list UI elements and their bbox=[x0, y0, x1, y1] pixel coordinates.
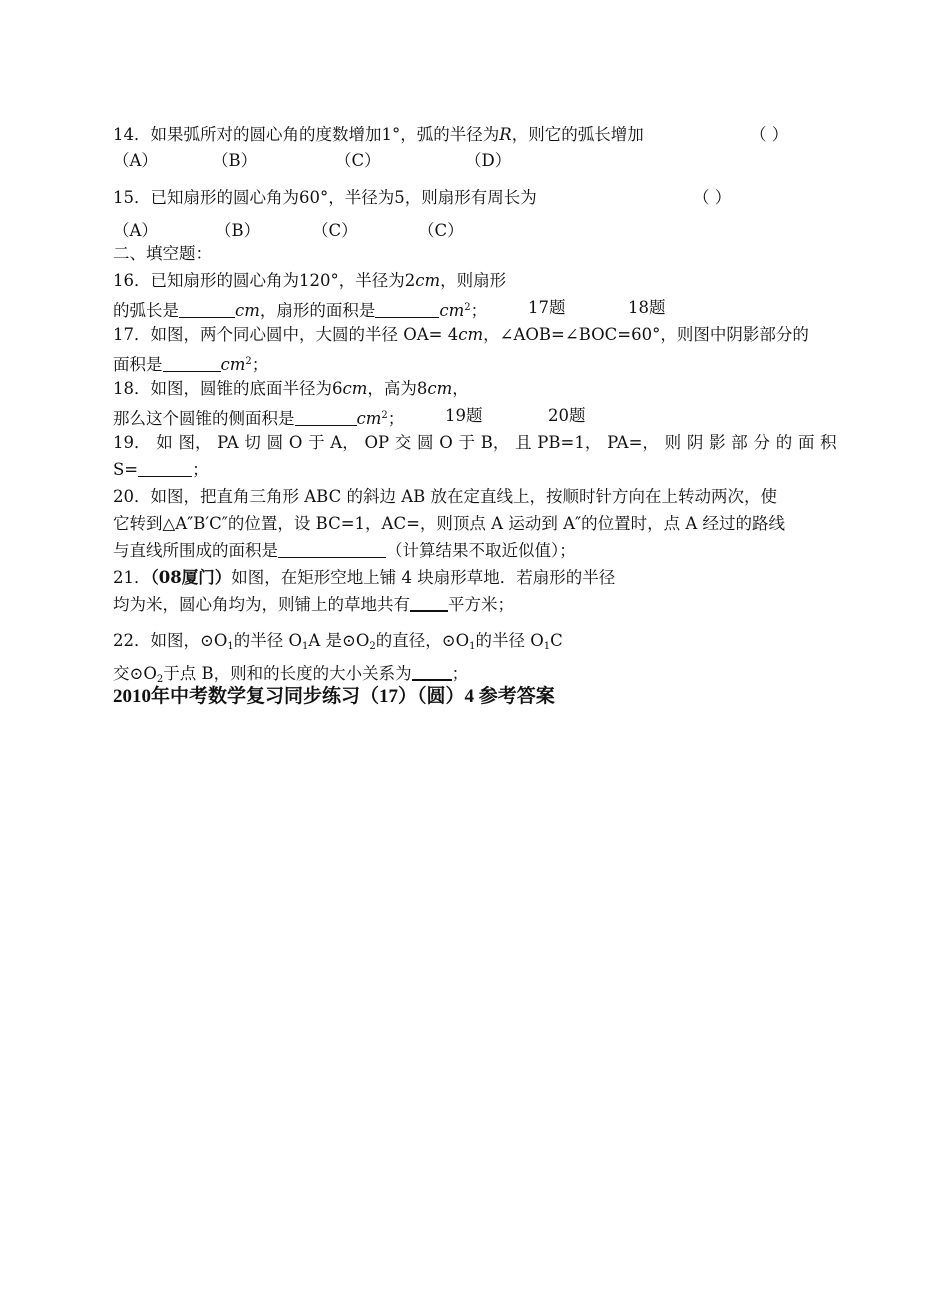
q14-stem bbox=[113, 124, 644, 146]
q20-note: （计算结果不取近似值）； bbox=[386, 541, 576, 560]
q17-text-a: 17．如图，两个同心圆中，大圆的半径 OA= 4 bbox=[113, 325, 459, 344]
figure-caption-19: 19题 bbox=[445, 406, 483, 425]
q18-end: ； bbox=[387, 409, 405, 428]
q14-var: R bbox=[499, 125, 512, 144]
q22-t3: A 是⊙O bbox=[308, 631, 370, 650]
q18-text-c: ， bbox=[452, 379, 469, 398]
q19-end: ； bbox=[192, 460, 209, 479]
q22-t2: 的半径 O bbox=[233, 631, 303, 650]
q20-line3 bbox=[113, 540, 576, 562]
q20-area-blank[interactable] bbox=[278, 541, 386, 558]
q15-stem: 15．已知扇形的圆心角为60°，半径为5，则扇形有周长为 bbox=[113, 188, 537, 207]
q15-option-c: （C） bbox=[312, 221, 358, 240]
q19-token: 于 bbox=[308, 433, 325, 452]
q19-token: OP bbox=[364, 433, 390, 452]
q19-line1 bbox=[113, 432, 837, 454]
q18-unit-3: cm bbox=[356, 409, 382, 428]
q15-option-b: （B） bbox=[215, 221, 261, 240]
answer-key-heading: 2010年中考数学复习同步练习（17）（圆）4 参考答案 bbox=[113, 686, 555, 707]
q19-token: B， bbox=[480, 433, 510, 452]
q14-text-a: 14．如果弧所对的圆心角的度数增加1°，弧的半径为 bbox=[113, 125, 500, 144]
q14-option-d: （D） bbox=[465, 151, 512, 170]
q19-token: 积 bbox=[820, 433, 837, 452]
figure-caption-18: 18题 bbox=[628, 298, 666, 317]
q19-token: 圆 bbox=[417, 433, 434, 452]
figure-caption-17: 17题 bbox=[528, 298, 566, 317]
q18-line1 bbox=[113, 378, 469, 400]
q19-token: 部 bbox=[731, 433, 748, 452]
q20-area-label: 与直线所围成的面积是 bbox=[113, 541, 278, 560]
q16-area-blank[interactable] bbox=[375, 301, 439, 318]
q20-line2: 它转到△A″B′C″的位置，设 BC=1，AC=，则顶点 A 运动到 A″的位置时，点 A 经过的路线 bbox=[113, 514, 786, 533]
q19-token: 交 bbox=[394, 433, 412, 452]
q16-unit-2: cm bbox=[235, 301, 260, 320]
q18-text-a: 18．如图，圆锥的底面半径为6 bbox=[113, 379, 343, 398]
q22-line1 bbox=[113, 630, 563, 658]
q22-t5: 的半径 O bbox=[475, 631, 544, 650]
q22-t4: 的直径，⊙O bbox=[375, 631, 470, 650]
q19-token: 19． bbox=[113, 433, 151, 452]
q19-token: 如 bbox=[156, 433, 173, 452]
q19-token: 面 bbox=[797, 433, 815, 452]
q16-area-label: ，扇形的面积是 bbox=[259, 301, 376, 320]
q19-token: 阴 bbox=[686, 433, 704, 452]
q14-option-c: （C） bbox=[335, 151, 381, 170]
q19-line2 bbox=[113, 459, 209, 481]
q17-end: ； bbox=[251, 355, 269, 374]
q21-number: 21． bbox=[113, 568, 151, 587]
q18-unit-2: cm bbox=[427, 379, 453, 398]
q22-relation-blank[interactable] bbox=[412, 663, 452, 681]
q16-arc-label: 的弧长是 bbox=[113, 301, 179, 320]
q22-end: ； bbox=[451, 664, 469, 683]
q19-token: 图， bbox=[178, 433, 212, 452]
q19-s-label: S= bbox=[113, 460, 139, 479]
q14-option-b: （B） bbox=[212, 151, 258, 170]
q19-token: A， bbox=[330, 433, 359, 452]
q21-text-2: 均为米，圆心角均为，则铺上的草地共有 bbox=[113, 595, 410, 614]
q21-line2 bbox=[113, 594, 514, 616]
q17-area-label: 面积是 bbox=[113, 355, 163, 374]
q17-sup: 2 bbox=[245, 356, 252, 367]
q19-token: 切 bbox=[244, 433, 261, 452]
q16-end: ； bbox=[470, 301, 488, 320]
q17-area-blank[interactable] bbox=[163, 355, 221, 372]
q16-text-a: 16．已知扇形的圆心角为120°，半径为2 bbox=[113, 271, 416, 290]
q19-token: 则 bbox=[664, 433, 682, 452]
q19-token: 分 bbox=[753, 433, 770, 452]
q17-unit-2: cm bbox=[220, 355, 246, 374]
q16-unit-3: cm bbox=[439, 301, 465, 320]
q22-sub6: 2 bbox=[156, 674, 164, 685]
q16-line2 bbox=[113, 297, 487, 322]
q19-token: O bbox=[439, 433, 453, 452]
q15-option-c-second: （C） bbox=[418, 221, 464, 240]
q14-text-b: ，则它的弧长增加 bbox=[511, 125, 644, 144]
q18-lateral-blank[interactable] bbox=[295, 409, 357, 426]
q16-line1 bbox=[113, 270, 506, 292]
q22-sub5: 1 bbox=[543, 641, 551, 652]
section-heading-fill-in: 二、填空题： bbox=[113, 244, 212, 263]
q14-option-a: （A） bbox=[113, 151, 158, 170]
q19-token: PB=1， bbox=[537, 433, 602, 452]
q19-token: 且 bbox=[515, 433, 532, 452]
q19-token: PA bbox=[217, 433, 239, 452]
q16-sup: 2 bbox=[464, 302, 471, 313]
q17-line1 bbox=[113, 324, 809, 346]
q17-text-b: ，∠AOB=∠BOC=60°，则图中阴影部分的 bbox=[483, 325, 809, 344]
q14-answer-paren: （ ） bbox=[750, 125, 789, 144]
q22-t6: C bbox=[550, 631, 563, 650]
q18-unit: cm bbox=[342, 379, 368, 398]
q19-token: 于 bbox=[458, 433, 475, 452]
q17-unit: cm bbox=[458, 325, 484, 344]
q18-sup: 2 bbox=[381, 410, 388, 421]
q21-source-tag: （08厦门） bbox=[150, 568, 232, 587]
q19-token: PA=， bbox=[607, 433, 659, 452]
q15-option-a: （A） bbox=[113, 221, 158, 240]
q21-line1 bbox=[113, 567, 615, 589]
q18-text-b: ，高为8 bbox=[367, 379, 428, 398]
q19-token: 影 bbox=[709, 433, 726, 452]
q16-unit: cm bbox=[415, 271, 441, 290]
q19-token: 的 bbox=[775, 433, 793, 452]
q21-text: 如图，在矩形空地上铺 4 块扇形草地．若扇形的半径 bbox=[231, 568, 616, 587]
q20-line1: 20．如图，把直角三角形 ABC 的斜边 AB 放在定直线上，按顺时针方向在上转动两次，使 bbox=[113, 487, 777, 506]
q16-text-b: ，则扇形 bbox=[440, 271, 507, 290]
q22-t1: 22．如图，⊙O bbox=[113, 631, 228, 650]
q19-area-blank[interactable] bbox=[138, 460, 192, 477]
q22-sub1: 1 bbox=[227, 641, 234, 652]
q22-sub3: 2 bbox=[369, 641, 376, 652]
q17-line2 bbox=[113, 351, 268, 376]
q22-sub4: 1 bbox=[469, 641, 476, 652]
figure-caption-20: 20题 bbox=[548, 406, 586, 425]
q19-token: O bbox=[288, 433, 303, 452]
q22-t8: 于点 B，则和的长度的大小关系为 bbox=[163, 664, 412, 683]
q19-token: 圆 bbox=[266, 433, 284, 452]
q22-t7: 交⊙O bbox=[113, 664, 157, 683]
q16-arc-blank[interactable] bbox=[179, 301, 235, 318]
q21-area-blank[interactable] bbox=[410, 594, 448, 612]
q18-line2 bbox=[113, 405, 404, 430]
q18-lateral-label: 那么这个圆锥的侧面积是 bbox=[113, 409, 295, 428]
q15-answer-paren: （ ） bbox=[693, 188, 732, 207]
q21-unit: 平方米； bbox=[448, 595, 514, 614]
q22-sub2: 1 bbox=[302, 641, 309, 652]
